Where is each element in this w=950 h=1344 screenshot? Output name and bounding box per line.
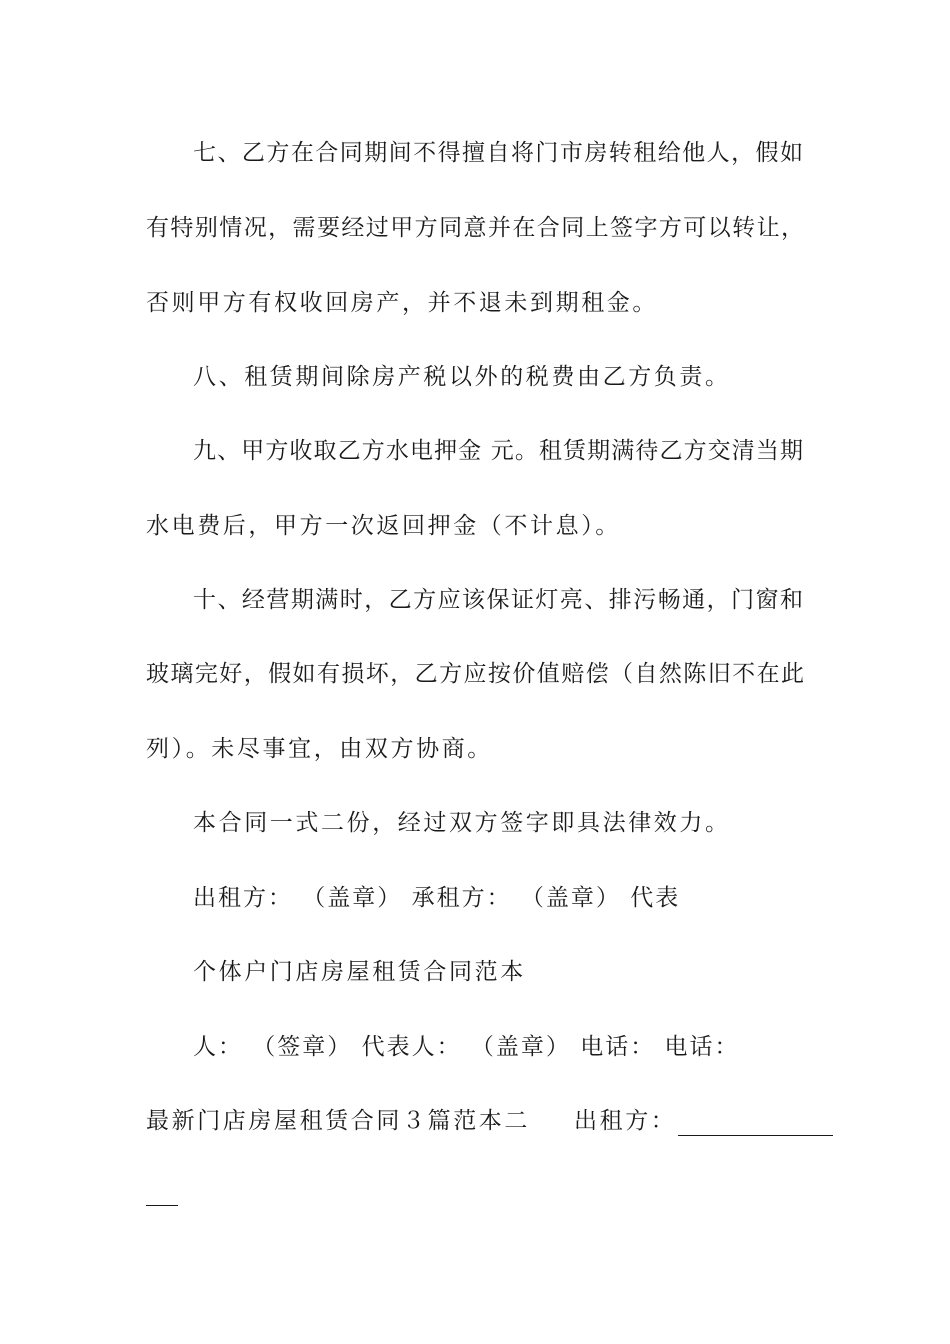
clause-8-line-1: 八、租赁期间除房产税以外的税费由乙方负责。: [193, 364, 731, 390]
blank-field-continuation: [146, 1205, 178, 1206]
clause-7-line-2: 有特别情况，需要经过甲方同意并在合同上签字方可以转让，: [146, 215, 804, 241]
signature-line-2: 人： （签章） 代表人： （盖章） 电话： 电话：: [193, 1034, 740, 1060]
copies-statement: 本合同一式二份，经过双方签字即具法律效力。: [193, 810, 731, 836]
lessor-blank-field: [678, 1113, 833, 1136]
clause-7-line-1: 七、乙方在合同期间不得擅自将门市房转租给他人，假如: [193, 140, 803, 166]
next-document-title: 最新门店房屋租赁合同３篇范本二: [146, 1108, 530, 1134]
clause-10-line-2: 玻璃完好，假如有损坏，乙方应按价值赔偿（自然陈旧不在此: [146, 661, 804, 687]
clause-9-line-2: 水电费后，甲方一次返回押金（不计息）。: [146, 513, 621, 539]
document-title: 个体户门店房屋租赁合同范本: [193, 959, 526, 985]
signature-line: 出租方： （盖章） 承租方： （盖章） 代表: [193, 885, 681, 911]
clause-7-line-3: 否则甲方有权收回房产，并不退未到期租金。: [146, 290, 658, 316]
clause-10-line-3: 列）。未尽事宜，由双方协商。: [146, 736, 493, 762]
next-document-heading: [146, 1106, 816, 1136]
lessor-label: 出租方：: [574, 1108, 677, 1134]
clause-10-line-1: 十、经营期满时，乙方应该保证灯亮、排污畅通，门窗和: [193, 587, 803, 613]
clause-9-line-1: 九、甲方收取乙方水电押金 元。租赁期满待乙方交清当期: [193, 438, 803, 464]
